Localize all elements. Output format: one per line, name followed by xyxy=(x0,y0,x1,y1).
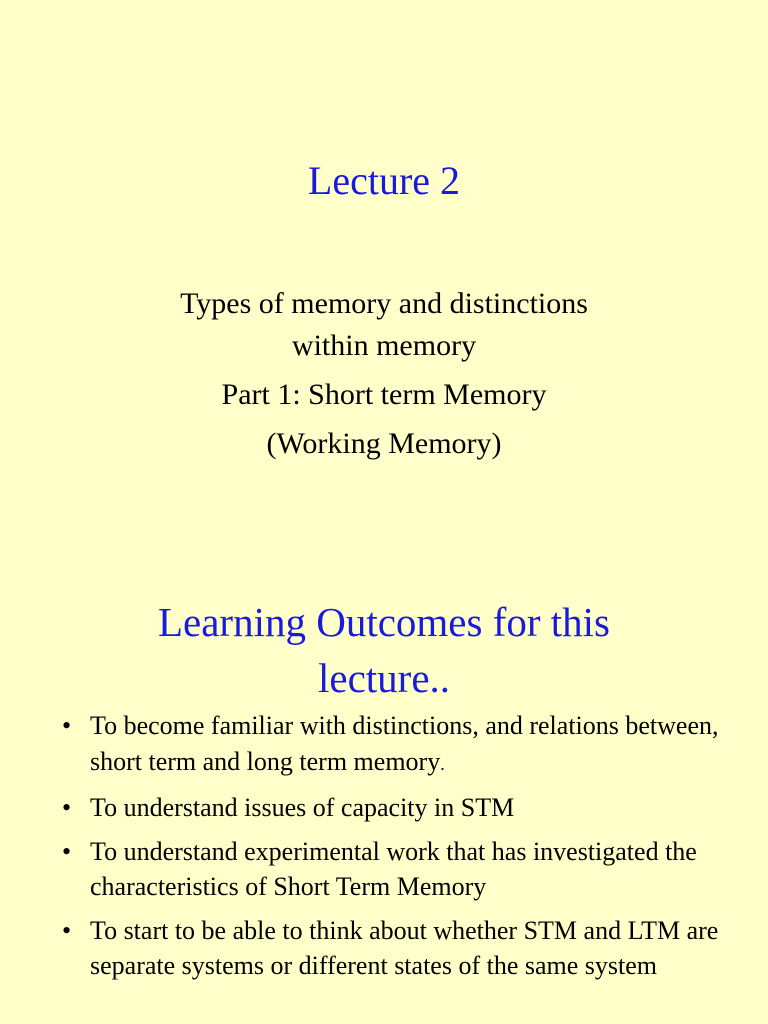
outcome-item-2 xyxy=(0,790,768,826)
bullet-icon: • xyxy=(62,793,72,822)
subtitle-line-3: Part 1: Short term Memory xyxy=(221,378,547,411)
learning-outcomes-title xyxy=(0,594,768,706)
outcome-item-1 xyxy=(0,708,768,782)
outcomes-list xyxy=(0,708,768,992)
outcome-text-1: To become familiar with distinctions, and relations between, short term and long term memory xyxy=(90,711,719,776)
bullet-icon: • xyxy=(62,915,72,945)
outcome-text-3: To understand experimental work that has investigated the characteristics of Short Term Memory xyxy=(90,836,697,901)
outcome-text-2: To understand issues of capacity in STM xyxy=(90,793,515,822)
subtitle-line-2: within memory xyxy=(291,329,477,362)
lecture-title: Lecture 2 xyxy=(307,158,461,203)
lecture-subtitle xyxy=(0,283,768,465)
outcome-item-3 xyxy=(0,834,768,905)
outcome-text-4: To start to be able to think about whether STM and LTM are separate systems or different states of the same system xyxy=(90,915,719,980)
outcome-item-4 xyxy=(0,913,768,984)
subtitle-line-4: (Working Memory) xyxy=(266,427,502,460)
subtitle-line-1: Types of memory and distinctions xyxy=(180,287,588,320)
slide-learning-outcomes xyxy=(0,512,768,1024)
bullet-icon: • xyxy=(62,711,72,740)
outcome-text-1-end: . xyxy=(440,753,445,774)
bullet-icon: • xyxy=(62,836,72,866)
title-line-2: lecture.. xyxy=(317,655,451,701)
title-line-1: Learning Outcomes for this xyxy=(157,599,611,645)
